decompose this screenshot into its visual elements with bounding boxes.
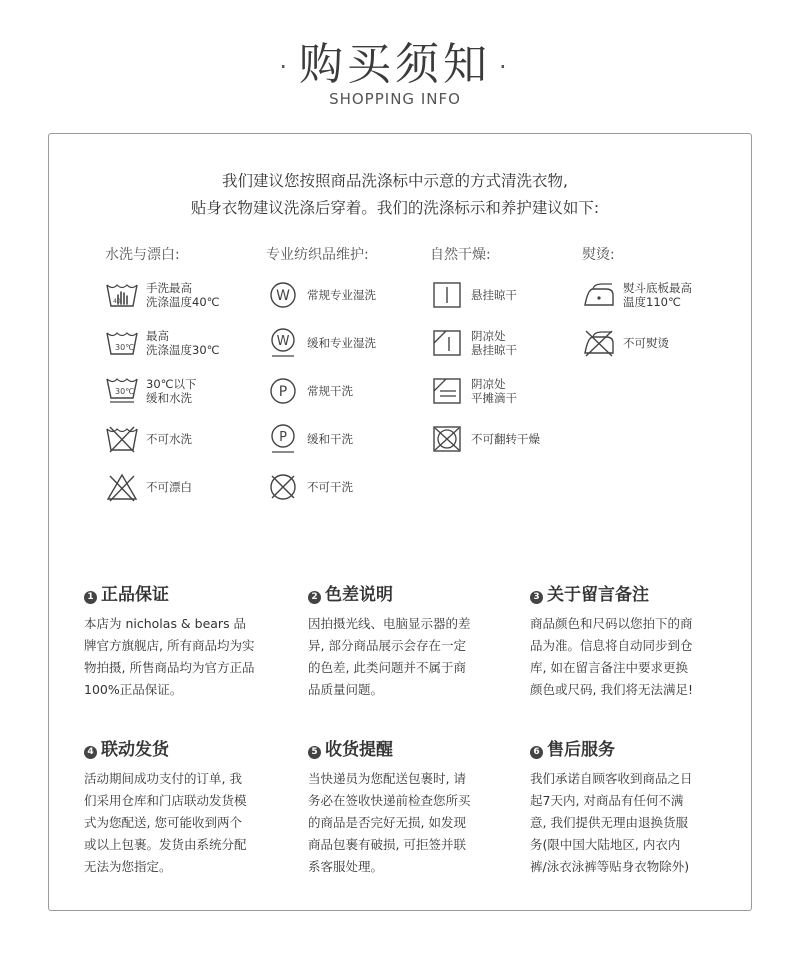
notice-number-badge: 6 [530,746,543,759]
no-iron-icon [582,327,616,359]
care-item-label: 不可水洗 [146,432,192,446]
machine-wash-30-icon [105,327,139,359]
care-item-label: 30℃以下 缓和水洗 [146,377,197,405]
care-column-iron [582,245,742,350]
care-item-iron-110 [582,275,692,315]
gentle-wash-30-icon [105,375,139,407]
iron-110-icon [582,279,616,311]
care-item-line-dry [430,275,517,315]
notice-number-badge: 4 [84,746,97,759]
care-item-label: 阴凉处 悬挂晾干 [471,329,517,357]
care-item-label: 不可翻转干燥 [471,432,540,446]
notice-title [308,738,508,762]
notice-linked-shipping [84,738,284,878]
care-item-label: 缓和干洗 [307,432,353,446]
care-item-label: 悬挂晾干 [471,288,517,302]
notice-body: 我们承诺自顾客收到商品之日 起7天内, 对商品有任何不满 意, 我们提供无理由退换货服 务(限中国大陆地区, 内衣内 裤/泳衣泳裤等贴身衣物除外) [530,771,693,874]
care-item-machine-wash-30 [105,323,220,363]
care-column-wash [105,245,265,494]
notice-body: 当快递员为您配送包裹时, 请 务必在签收快递前检查您所买 的商品是否完好无损, 如发现 商品包裹有破损, 可拒签并联 系客服处理。 [308,771,471,874]
notice-title [530,738,730,762]
gentle-dry-clean-icon [266,423,300,455]
notice-after-sales [530,738,730,878]
care-item-dry-clean [266,371,353,411]
care-item-label: 阴凉处 平摊滴干 [471,377,517,405]
care-item-gentle-wash-30 [105,371,197,411]
dry-clean-icon [266,375,300,407]
care-item-hand-wash [105,275,220,315]
shade-flat-drip-dry-icon [430,375,464,407]
intro-line-2: 贴身衣物建议洗涤后穿着。我们的洗涤标示和养护建议如下: [190,199,600,217]
care-item-gentle-dry-clean [266,419,353,459]
care-item-shade-line-dry [430,323,517,363]
care-item-gentle-wet-clean [266,323,376,363]
care-item-label: 缓和专业湿洗 [307,336,376,350]
notice-body: 因拍摄光线、电脑显示器的差 异, 部分商品展示会存在一定 的色差, 此类问题并不属于商 品质量问题。 [308,616,471,697]
notice-number-badge: 1 [84,591,97,604]
care-item-no-tumble-dry [430,419,540,459]
care-item-wet-clean [266,275,376,315]
hand-wash-icon [105,279,139,311]
care-column-title: 专业纺织品维护: [266,247,369,263]
care-item-label: 不可漂白 [146,480,192,494]
no-bleach-icon [105,471,139,503]
care-column-title: 自然干燥: [430,247,491,263]
notice-title-text: 联动发货 [101,740,169,760]
no-dry-clean-icon [266,471,300,503]
notice-number-badge: 5 [308,746,321,759]
care-item-label: 不可熨烫 [623,336,669,350]
notice-body: 商品颜色和尺码以您拍下的商 品为准。信息将自动同步到仓 库, 如在留言备注中要求更换 颜色或尺码, 我们将无法满足! [530,616,693,697]
intro-line-1: 我们建议您按照商品洗涤标中示意的方式清洗衣物, [222,172,568,190]
notice-delivery-reminder [308,738,508,878]
notice-title-text: 收货提醒 [325,740,393,760]
notice-title-text: 色差说明 [325,585,393,605]
notice-title-text: 关于留言备注 [547,585,649,605]
care-item-no-iron [582,323,669,363]
notice-body: 活动期间成功支付的订单, 我 们采用仓库和门店联动发货模 式为您配送, 您可能收到两个 或以上包裹。发货由系统分配 无法为您指定。 [84,771,247,874]
line-dry-icon [430,279,464,311]
gentle-wet-clean-icon [266,327,300,359]
notice-message-remarks [530,583,730,701]
dry-clean-letter: P [278,384,288,400]
care-item-no-wash [105,419,192,459]
intro-text [48,168,742,222]
notice-title-text: 售后服务 [547,740,615,760]
notice-authentic [84,583,284,701]
gentle-dry-clean-letter: P [279,430,287,445]
notice-title [84,583,284,607]
page-title [0,28,790,92]
no-tumble-dry-icon [430,423,464,455]
notice-body: 本店为 nicholas & bears 品 牌官方旗舰店, 所有商品均为实 物拍摄, 所售商品均为官方正品 100%正品保证。 [84,616,255,697]
shade-line-dry-icon [430,327,464,359]
hand-wash-temp: 40 [113,298,121,305]
care-item-label: 常规专业湿洗 [307,288,376,302]
care-item-shade-flat-drip-dry [430,371,517,411]
page-subtitle: SHOPPING INFO [329,90,461,108]
wet-clean-icon [266,279,300,311]
title-dot-left: · [279,53,291,81]
care-item-label: 手洗最高 洗涤温度40℃ [146,281,220,309]
notice-title [84,738,284,762]
notice-title [308,583,508,607]
care-item-label: 最高 洗涤温度30℃ [146,329,220,357]
care-column-title: 熨烫: [582,247,615,263]
care-column-dry [430,245,590,446]
care-item-label: 常规干洗 [307,384,353,398]
title-dot-right: · [499,53,511,81]
title-text: 购买须知 [299,39,491,90]
notice-number-badge: 3 [530,591,543,604]
notice-title [530,583,730,607]
notice-color-difference [308,583,508,701]
care-column-professional [266,245,426,494]
care-item-label: 熨斗底板最高 温度110℃ [623,281,692,309]
care-item-no-dry-clean [266,467,353,507]
gentle-wet-clean-letter: W [276,334,290,349]
wash-temp-30: 30℃ [115,343,135,352]
wash-temp-30-gentle: 30℃ [115,387,135,396]
notice-number-badge: 2 [308,591,321,604]
header [0,0,790,130]
care-item-label: 不可干洗 [307,480,353,494]
no-wash-icon [105,423,139,455]
notice-title-text: 正品保证 [101,585,169,605]
care-column-title: 水洗与漂白: [105,247,180,263]
wet-clean-letter: W [276,288,290,304]
care-item-no-bleach [105,467,192,507]
